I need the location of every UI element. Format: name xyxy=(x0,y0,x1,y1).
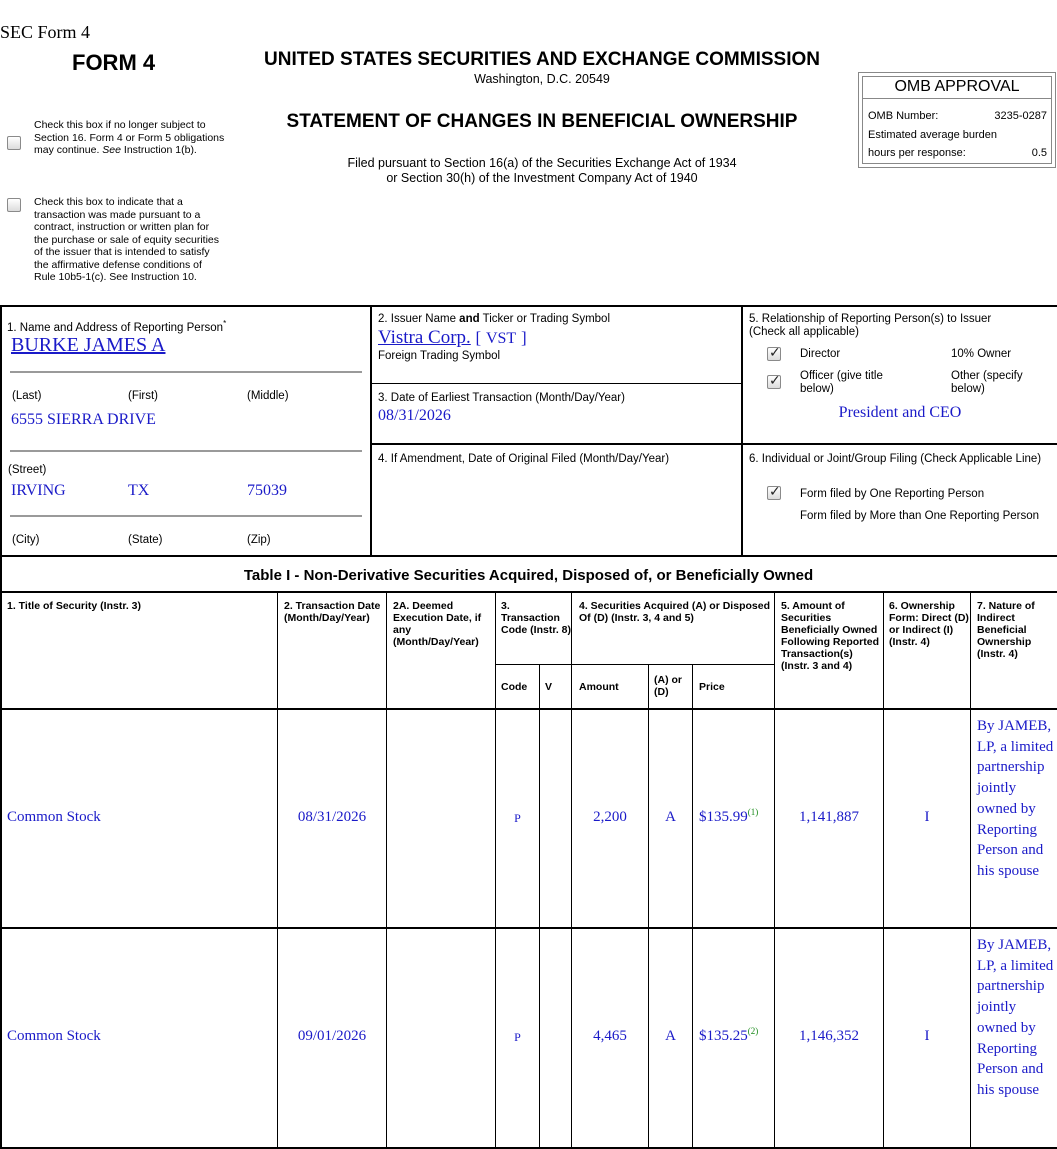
director-label: Director xyxy=(800,348,841,360)
middle-label: (Middle) xyxy=(247,390,289,402)
agency-title: UNITED STATES SECURITIES AND EXCHANGE COMMISSION xyxy=(264,49,820,70)
price: $135.25$^{(2)}$ xyxy=(699,1026,759,1044)
statement-title: STATEMENT OF CHANGES IN BENEFICIAL OWNERSHIP xyxy=(286,111,798,132)
subcol-v: V xyxy=(545,681,553,693)
footnote-link[interactable]: (2) xyxy=(747,1026,759,1036)
subcol-code: Code xyxy=(501,681,528,693)
col-nature-of-ownership: 7. Nature of Indirect Beneficial Ownership (Instr. 4) xyxy=(977,600,1035,660)
box5-label: 5. Relationship of Reporting Person(s) to Issuer (Check all applicable) xyxy=(749,313,992,338)
rule-10b5-text: Check this box to indicate that a transaction was made pursuant to a contract, instruction or written plan for the purchase or sale of equity securities of the issuer that is intended to satisfy the affirmative defense conditions of Rule 10b5-1(c). See Instruction 10. xyxy=(34,196,220,283)
form-title: FORM 4 xyxy=(72,50,156,75)
ownership-form: I xyxy=(924,809,930,825)
security-title: Common Stock xyxy=(7,1028,101,1044)
officer-label: Officer (give title below) xyxy=(800,370,883,395)
ownership-form: I xyxy=(924,1028,930,1044)
rule-10b5-checkbox[interactable] xyxy=(7,198,21,212)
omb-burden-label: Estimated average burden xyxy=(868,129,998,141)
officer-checkbox[interactable] xyxy=(767,375,781,389)
transaction-code: P xyxy=(514,811,521,825)
box2-label: 2. Issuer Name and Ticker or Trading Symbol xyxy=(378,313,611,325)
state-value: TX xyxy=(128,482,150,499)
street-label: (Street) xyxy=(8,464,47,476)
omb-number-value: 3235-0287 xyxy=(994,110,1047,122)
subcol-amount: Amount xyxy=(579,681,619,693)
sec-form-label: SEC Form 4 xyxy=(0,22,91,42)
nature-of-ownership: By JAMEB, LP, a limited partnership jointly owned by Reporting Person and his spouse xyxy=(977,937,1054,1098)
subcol-a-or-d: (A) or (D) xyxy=(654,674,682,698)
filed-pursuant: Filed pursuant to Section 16(a) of the Securities Exchange Act of 1934 or Section 30(h) of the Investment Company Act of 1940 xyxy=(347,156,737,185)
subcol-price: Price xyxy=(699,681,725,693)
first-label: (First) xyxy=(128,390,159,402)
one-reporting-person-label: Form filed by One Reporting Person xyxy=(800,488,985,500)
security-title: Common Stock xyxy=(7,809,101,825)
transaction-date: 09/01/2026 xyxy=(297,1028,367,1044)
one-reporting-person-checkbox[interactable] xyxy=(767,486,781,500)
box6-label: 6. Individual or Joint/Group Filing (Check Applicable Line) xyxy=(749,453,1042,465)
omb-title: OMB APPROVAL xyxy=(863,78,1051,99)
amount-owned: 1,141,887 xyxy=(799,809,859,825)
omb-burden-value: 0.5 xyxy=(1031,147,1047,159)
acquired-or-disposed: A xyxy=(665,1028,676,1044)
last-label: (Last) xyxy=(12,390,42,402)
omb-number-label: OMB Number: xyxy=(868,110,939,122)
col-title-of-security: 1. Title of Security (Instr. 3) xyxy=(7,600,142,612)
price: $135.99$^{(1)}$ xyxy=(699,807,759,825)
city-value: IRVING xyxy=(11,482,66,499)
transaction-code: P xyxy=(514,1030,521,1044)
col-ownership-form: 6. Ownership Form: Direct (D) or Indirect (I) (Instr. 4) xyxy=(889,600,969,648)
col-securities-acquired: 4. Securities Acquired (A) or Disposed Of (D) (Instr. 3, 4 and 5) xyxy=(579,600,770,624)
omb-hours-label: hours per response: xyxy=(868,147,966,159)
officer-title: President and CEO xyxy=(838,404,962,421)
acquired-or-disposed: A xyxy=(665,809,676,825)
reporting-person-link[interactable]: BURKE JAMES A xyxy=(11,334,166,356)
col-deemed-execution-date: 2A. Deemed Execution Date, if any (Month/Day/Year) xyxy=(393,600,482,648)
transaction-date: 08/31/2026 xyxy=(297,809,367,825)
zip-label: (Zip) xyxy=(247,534,271,546)
omb-approval-box xyxy=(858,72,1056,168)
ticker-symbol: VST xyxy=(485,330,517,347)
city-label: (City) xyxy=(12,534,40,546)
box4-label: 4. If Amendment, Date of Original Filed (Month/Day/Year) xyxy=(378,453,670,465)
nature-of-ownership: By JAMEB, LP, a limited partnership jointly owned by Reporting Person and his spouse xyxy=(977,718,1054,879)
foreign-trading-label: Foreign Trading Symbol xyxy=(378,350,501,362)
table1-title: Table I - Non-Derivative Securities Acquired, Disposed of, or Beneficially Owned xyxy=(243,567,814,584)
issuer-line: Vistra Corp. [ VST ] xyxy=(378,327,527,348)
amount: 2,200 xyxy=(593,809,627,825)
ten-pct-owner-label: 10% Owner xyxy=(951,348,1012,360)
more-reporting-persons-label: Form filed by More than One Reporting Person xyxy=(800,510,1040,522)
zip-value: 75039 xyxy=(247,482,287,499)
box3-label: 3. Date of Earliest Transaction (Month/Day/Year) xyxy=(378,392,625,404)
col-transaction-date: 2. Transaction Date (Month/Day/Year) xyxy=(284,600,381,624)
footnote-link[interactable]: (1) xyxy=(747,807,759,817)
col-amount-owned: 5. Amount of Securities Beneficially Owned Following Reported Transaction(s) (Instr. 3 and 4) xyxy=(781,600,879,672)
earliest-transaction-date: 08/31/2026 xyxy=(378,407,451,424)
state-label: (State) xyxy=(128,534,163,546)
agency-location: Washington, D.C. 20549 xyxy=(474,72,610,86)
director-checkbox[interactable] xyxy=(767,347,781,361)
col-transaction-code: 3. Transaction Code (Instr. 8) xyxy=(501,600,572,636)
issuer-link[interactable]: Vistra Corp. xyxy=(378,327,471,348)
amount: 4,465 xyxy=(593,1028,627,1044)
box1-label: 1. Name and Address of Reporting Person* xyxy=(7,319,227,334)
street-value: 6555 SIERRA DRIVE xyxy=(11,411,156,428)
no-longer-subject-checkbox[interactable] xyxy=(7,136,21,150)
amount-owned: 1,146,352 xyxy=(799,1028,859,1044)
other-label: Other (specify below) xyxy=(951,370,1023,395)
no-longer-subject-text: Check this box if no longer subject to Section 16. Form 4 or Form 5 obligations may continue. See Instruction 1(b). xyxy=(34,119,225,156)
